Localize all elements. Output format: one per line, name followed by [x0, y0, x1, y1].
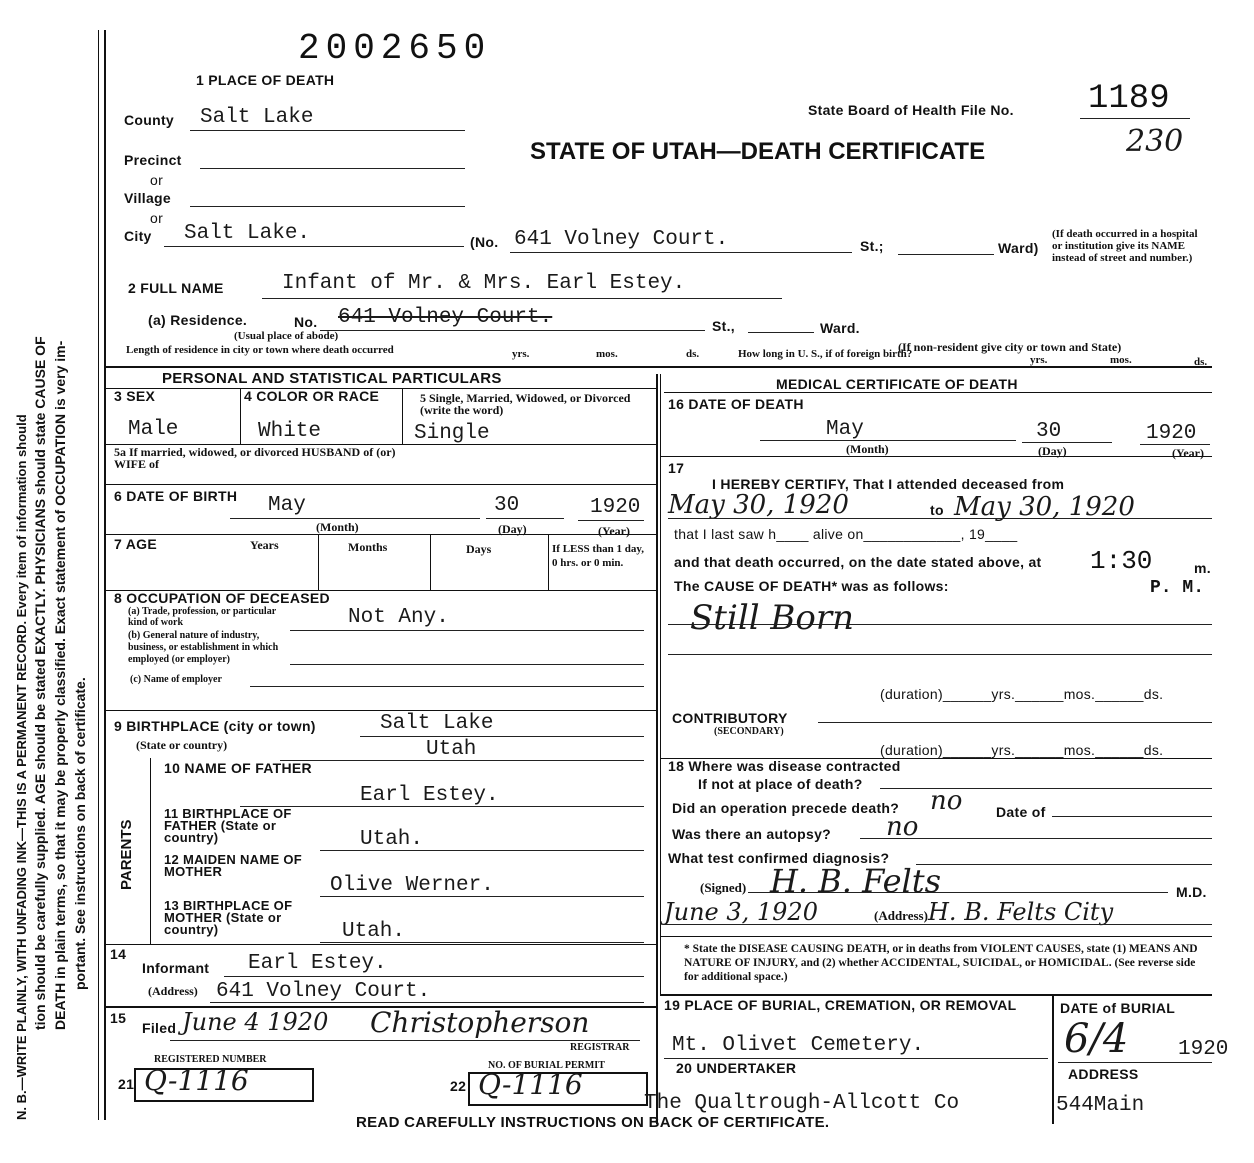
- birthplace-state: Utah: [426, 738, 477, 761]
- signature-date: June 3, 1920: [664, 898, 818, 926]
- stamp-number: 2002650: [298, 28, 492, 69]
- side-instruction-4: portant. See instructions on back of certificate.: [72, 677, 88, 990]
- personal-section-header: PERSONAL AND STATISTICAL PARTICULARS: [162, 370, 502, 387]
- color-value: White: [258, 420, 322, 443]
- dob-label: 6 DATE OF BIRTH: [114, 488, 238, 504]
- burial-place: Mt. Olivet Cemetery.: [672, 1034, 925, 1057]
- burial-permit-label: NO. OF BURIAL PERMIT: [488, 1060, 605, 1071]
- attended-to: May 30, 1920: [954, 492, 1135, 522]
- length-residence-label: Length of residence in city or town where death occurred: [126, 344, 394, 356]
- burial-year: 1920: [1178, 1038, 1229, 1061]
- cause-of-death-label: The CAUSE OF DEATH* was as follows:: [674, 578, 949, 594]
- certificate-title: STATE OF UTAH—DEATH CERTIFICATE: [530, 138, 986, 165]
- parents-vertical-label: PARENTS: [118, 819, 135, 890]
- section-divider: [104, 366, 1212, 368]
- operation-value: no: [930, 786, 963, 816]
- informant-address-label: (Address): [148, 984, 198, 998]
- side-instruction-3: DEATH in plain terms, so that it may be properly classified. Exact statement of OCCUPATION is very im-: [52, 340, 68, 1030]
- file-extra-number: 230: [1126, 124, 1184, 159]
- st-label: St.;: [860, 238, 884, 254]
- age-label: 7 AGE: [114, 536, 157, 552]
- us-yrs: yrs.: [1030, 354, 1048, 366]
- marital-value: Single: [414, 422, 490, 445]
- county-label: County: [124, 112, 175, 128]
- cause-of-death: Still Born: [690, 598, 854, 638]
- mother-label: 12 MAIDEN NAME OF MOTHER: [164, 852, 303, 879]
- address-caption: ADDRESS: [1068, 1066, 1139, 1082]
- residence-label: (a) Residence.: [148, 312, 248, 328]
- place-of-death-label: 1 PLACE OF DEATH: [196, 72, 335, 88]
- father-label: 10 NAME OF FATHER: [164, 760, 312, 776]
- informant-label: Informant: [142, 960, 210, 976]
- undertaker-address: 544Main: [1056, 1094, 1145, 1117]
- attended-to-label: to: [930, 502, 944, 518]
- date-of-death-label: 16 DATE OF DEATH: [668, 396, 804, 412]
- full-name-value: Infant of Mr. & Mrs. Earl Estey.: [282, 272, 686, 295]
- death-year: 1920: [1146, 422, 1197, 445]
- death-year-caption: (Year): [1172, 446, 1204, 460]
- spouse-label: 5a If married, widowed, or divorced HUSBAND of (or) WIFE of: [114, 445, 396, 471]
- occupation-a-label: (a) Trade, profession, or particular kind of work: [128, 606, 276, 628]
- attended-from: May 30, 1920: [668, 490, 849, 520]
- footer-instruction: READ CAREFULLY INSTRUCTIONS ON BACK OF CERTIFICATE.: [356, 1114, 830, 1131]
- or-label-2: or: [150, 210, 164, 226]
- residence-st-label: St.,: [712, 318, 735, 334]
- father-value: Earl Estey.: [360, 784, 499, 807]
- street-value: 641 Volney Court.: [514, 228, 729, 251]
- sex-label: 3 SEX: [114, 388, 156, 404]
- undertaker-label: 20 UNDERTAKER: [676, 1060, 797, 1076]
- mother-birthplace-label: 13 BIRTHPLACE OF MOTHER (State or country): [164, 898, 293, 937]
- mother-birthplace: Utah.: [342, 920, 406, 943]
- certify-statement: I HEREBY CERTIFY, That I attended deceased from: [712, 476, 1065, 492]
- length-yrs: yrs.: [512, 348, 530, 360]
- burial-permit-field: 22: [450, 1078, 467, 1094]
- length-ds: ds.: [686, 348, 700, 360]
- item-17-number: 17: [668, 460, 685, 476]
- us-ds: ds.: [1194, 356, 1208, 368]
- side-instruction-2: tion should be carefully supplied. AGE should be stated EXACTLY. PHYSICIANS should state CAUSE OF: [32, 336, 48, 1030]
- village-label: Village: [124, 190, 171, 206]
- burial-permit-number: Q-1116: [478, 1068, 583, 1101]
- usual-place-note: (Usual place of abode): [234, 330, 339, 342]
- left-frame-line-2: [98, 30, 99, 1120]
- medical-section-header: MEDICAL CERTIFICATE OF DEATH: [776, 376, 1018, 392]
- birthplace-city: Salt Lake: [380, 712, 494, 735]
- registered-number: Q-1116: [144, 1064, 249, 1097]
- age-days-label: Days: [466, 542, 492, 556]
- dob-year: 1920: [590, 496, 641, 519]
- dob-month-caption: (Month): [316, 520, 359, 534]
- age-years-label: Years: [250, 538, 279, 552]
- registrar-label: REGISTRAR: [570, 1042, 630, 1053]
- length-mos: mos.: [596, 348, 618, 360]
- autopsy-label: Was there an autopsy?: [672, 826, 832, 842]
- city-label: City: [124, 228, 152, 244]
- dob-month: May: [268, 494, 306, 517]
- death-day: 30: [1036, 420, 1062, 443]
- occupation-c-label: (c) Name of employer: [130, 674, 222, 685]
- autopsy-value: no: [886, 812, 919, 842]
- color-label: 4 COLOR OR RACE: [244, 388, 380, 404]
- date-of-label: Date of: [996, 804, 1046, 820]
- filed-number: 15: [110, 1010, 127, 1026]
- age-less-label: If LESS than 1 day, 0 hrs. or 0 min.: [552, 543, 645, 569]
- where-contracted-label: 18 Where was disease contracted: [668, 758, 901, 774]
- county-value: Salt Lake: [200, 106, 314, 129]
- pm-value: P. M.: [1150, 578, 1205, 598]
- occupation-label: 8 OCCUPATION OF DECEASED: [114, 590, 330, 606]
- side-instruction-1: N. B.—WRITE PLAINLY, WITH UNFADING INK—THIS IS A PERMANENT RECORD. Every item of information should: [14, 414, 29, 1120]
- registered-number-label: REGISTERED NUMBER: [154, 1054, 267, 1065]
- test-diagnosis-label: What test confirmed diagnosis?: [668, 850, 890, 866]
- dob-day: 30: [494, 494, 520, 517]
- birthplace-state-caption: (State or country): [136, 738, 228, 752]
- mother-value: Olive Werner.: [330, 874, 494, 897]
- physician-address: H. B. Felts City: [928, 898, 1114, 926]
- death-day-caption: (Day): [1038, 444, 1067, 458]
- burial-date-label: DATE of BURIAL: [1060, 1000, 1176, 1016]
- informant-number: 14: [110, 946, 127, 962]
- occupation-value: Not Any.: [348, 606, 449, 629]
- physician-signature: H. B. Felts: [770, 862, 942, 900]
- center-divider: [656, 374, 658, 1124]
- registered-number-field: 21: [118, 1076, 135, 1092]
- dob-year-caption: (Year): [598, 524, 630, 538]
- or-label-1: or: [150, 172, 164, 188]
- nonresident-note: (If non-resident give city or town and State): [898, 340, 1122, 354]
- cause-footnote: * State the DISEASE CAUSING DEATH, or in deaths from VIOLENT CAUSES, state (1) MEANS AND NATURE OF INJURY, and (2) whether ACCIDENTAL, SUICIDAL, or HOMICIDAL. (See reverse side for additional space.): [684, 943, 1198, 983]
- death-occurred-label: and that death occurred, on the date stated above, at: [674, 554, 1042, 570]
- last-saw-line: that I last saw h____ alive on____________, 19____: [674, 526, 1018, 542]
- ward-label: Ward): [998, 240, 1039, 256]
- filed-date: June 4 1920: [182, 1008, 329, 1036]
- street-no-label: (No.: [470, 234, 499, 250]
- us-mos: mos.: [1110, 354, 1132, 366]
- residence-value: 641 Volney Court.: [338, 306, 553, 329]
- residence-ward-label: Ward.: [820, 320, 860, 336]
- dob-day-caption: (Day): [498, 522, 527, 536]
- death-month-caption: (Month): [846, 442, 889, 456]
- secondary-caption: (SECONDARY): [714, 726, 784, 737]
- time-of-death: 1:30: [1090, 546, 1153, 576]
- hospital-note: (If death occurred in a hospital or institution give its NAME instead of street and number.): [1052, 228, 1198, 264]
- informant-address: 641 Volney Court.: [216, 980, 431, 1003]
- contributory-label: CONTRIBUTORY: [672, 710, 788, 726]
- operation-label: Did an operation precede death?: [672, 800, 900, 816]
- father-birthplace: Utah.: [360, 828, 424, 851]
- informant-value: Earl Estey.: [248, 952, 387, 975]
- burial-date: 6/4: [1064, 1016, 1129, 1062]
- if-not-label: If not at place of death?: [698, 776, 863, 792]
- father-birthplace-label: 11 BIRTHPLACE OF FATHER (State or country): [164, 806, 292, 845]
- registrar-signature: Christopherson: [370, 1006, 590, 1039]
- occupation-b-label: (b) General nature of industry, business, or establishment in which employed (or employer): [128, 630, 279, 665]
- file-number: 1189: [1088, 80, 1170, 118]
- file-number-label: State Board of Health File No.: [808, 102, 1014, 118]
- physician-address-label: (Address): [874, 908, 928, 923]
- left-frame-line: [104, 30, 106, 1120]
- duration-line-2: (duration)______yrs.______mos.______ds.: [880, 742, 1164, 758]
- full-name-label: 2 FULL NAME: [128, 280, 224, 296]
- birthplace-label: 9 BIRTHPLACE (city or town): [114, 718, 316, 734]
- precinct-label: Precinct: [124, 152, 182, 168]
- burial-place-label: 19 PLACE OF BURIAL, CREMATION, OR REMOVAL: [664, 997, 1017, 1013]
- death-month: May: [826, 418, 864, 441]
- duration-line-1: (duration)______yrs.______mos.______ds.: [880, 686, 1164, 702]
- signed-label: (Signed): [700, 880, 747, 895]
- city-value: Salt Lake.: [184, 222, 311, 245]
- filed-label: Filed: [142, 1020, 177, 1036]
- marital-label: 5 Single, Married, Widowed, or Divorced (write the word): [420, 391, 631, 417]
- sex-value: Male: [128, 418, 179, 441]
- age-months-label: Months: [348, 540, 388, 554]
- residence-no-label: No.: [294, 314, 318, 330]
- undertaker-value: The Qualtrough-Allcott Co: [644, 1092, 960, 1115]
- time-m-label: m.: [1194, 560, 1211, 576]
- md-label: M.D.: [1176, 884, 1207, 900]
- how-long-us-label: How long in U. S., if of foreign birth?: [738, 348, 913, 360]
